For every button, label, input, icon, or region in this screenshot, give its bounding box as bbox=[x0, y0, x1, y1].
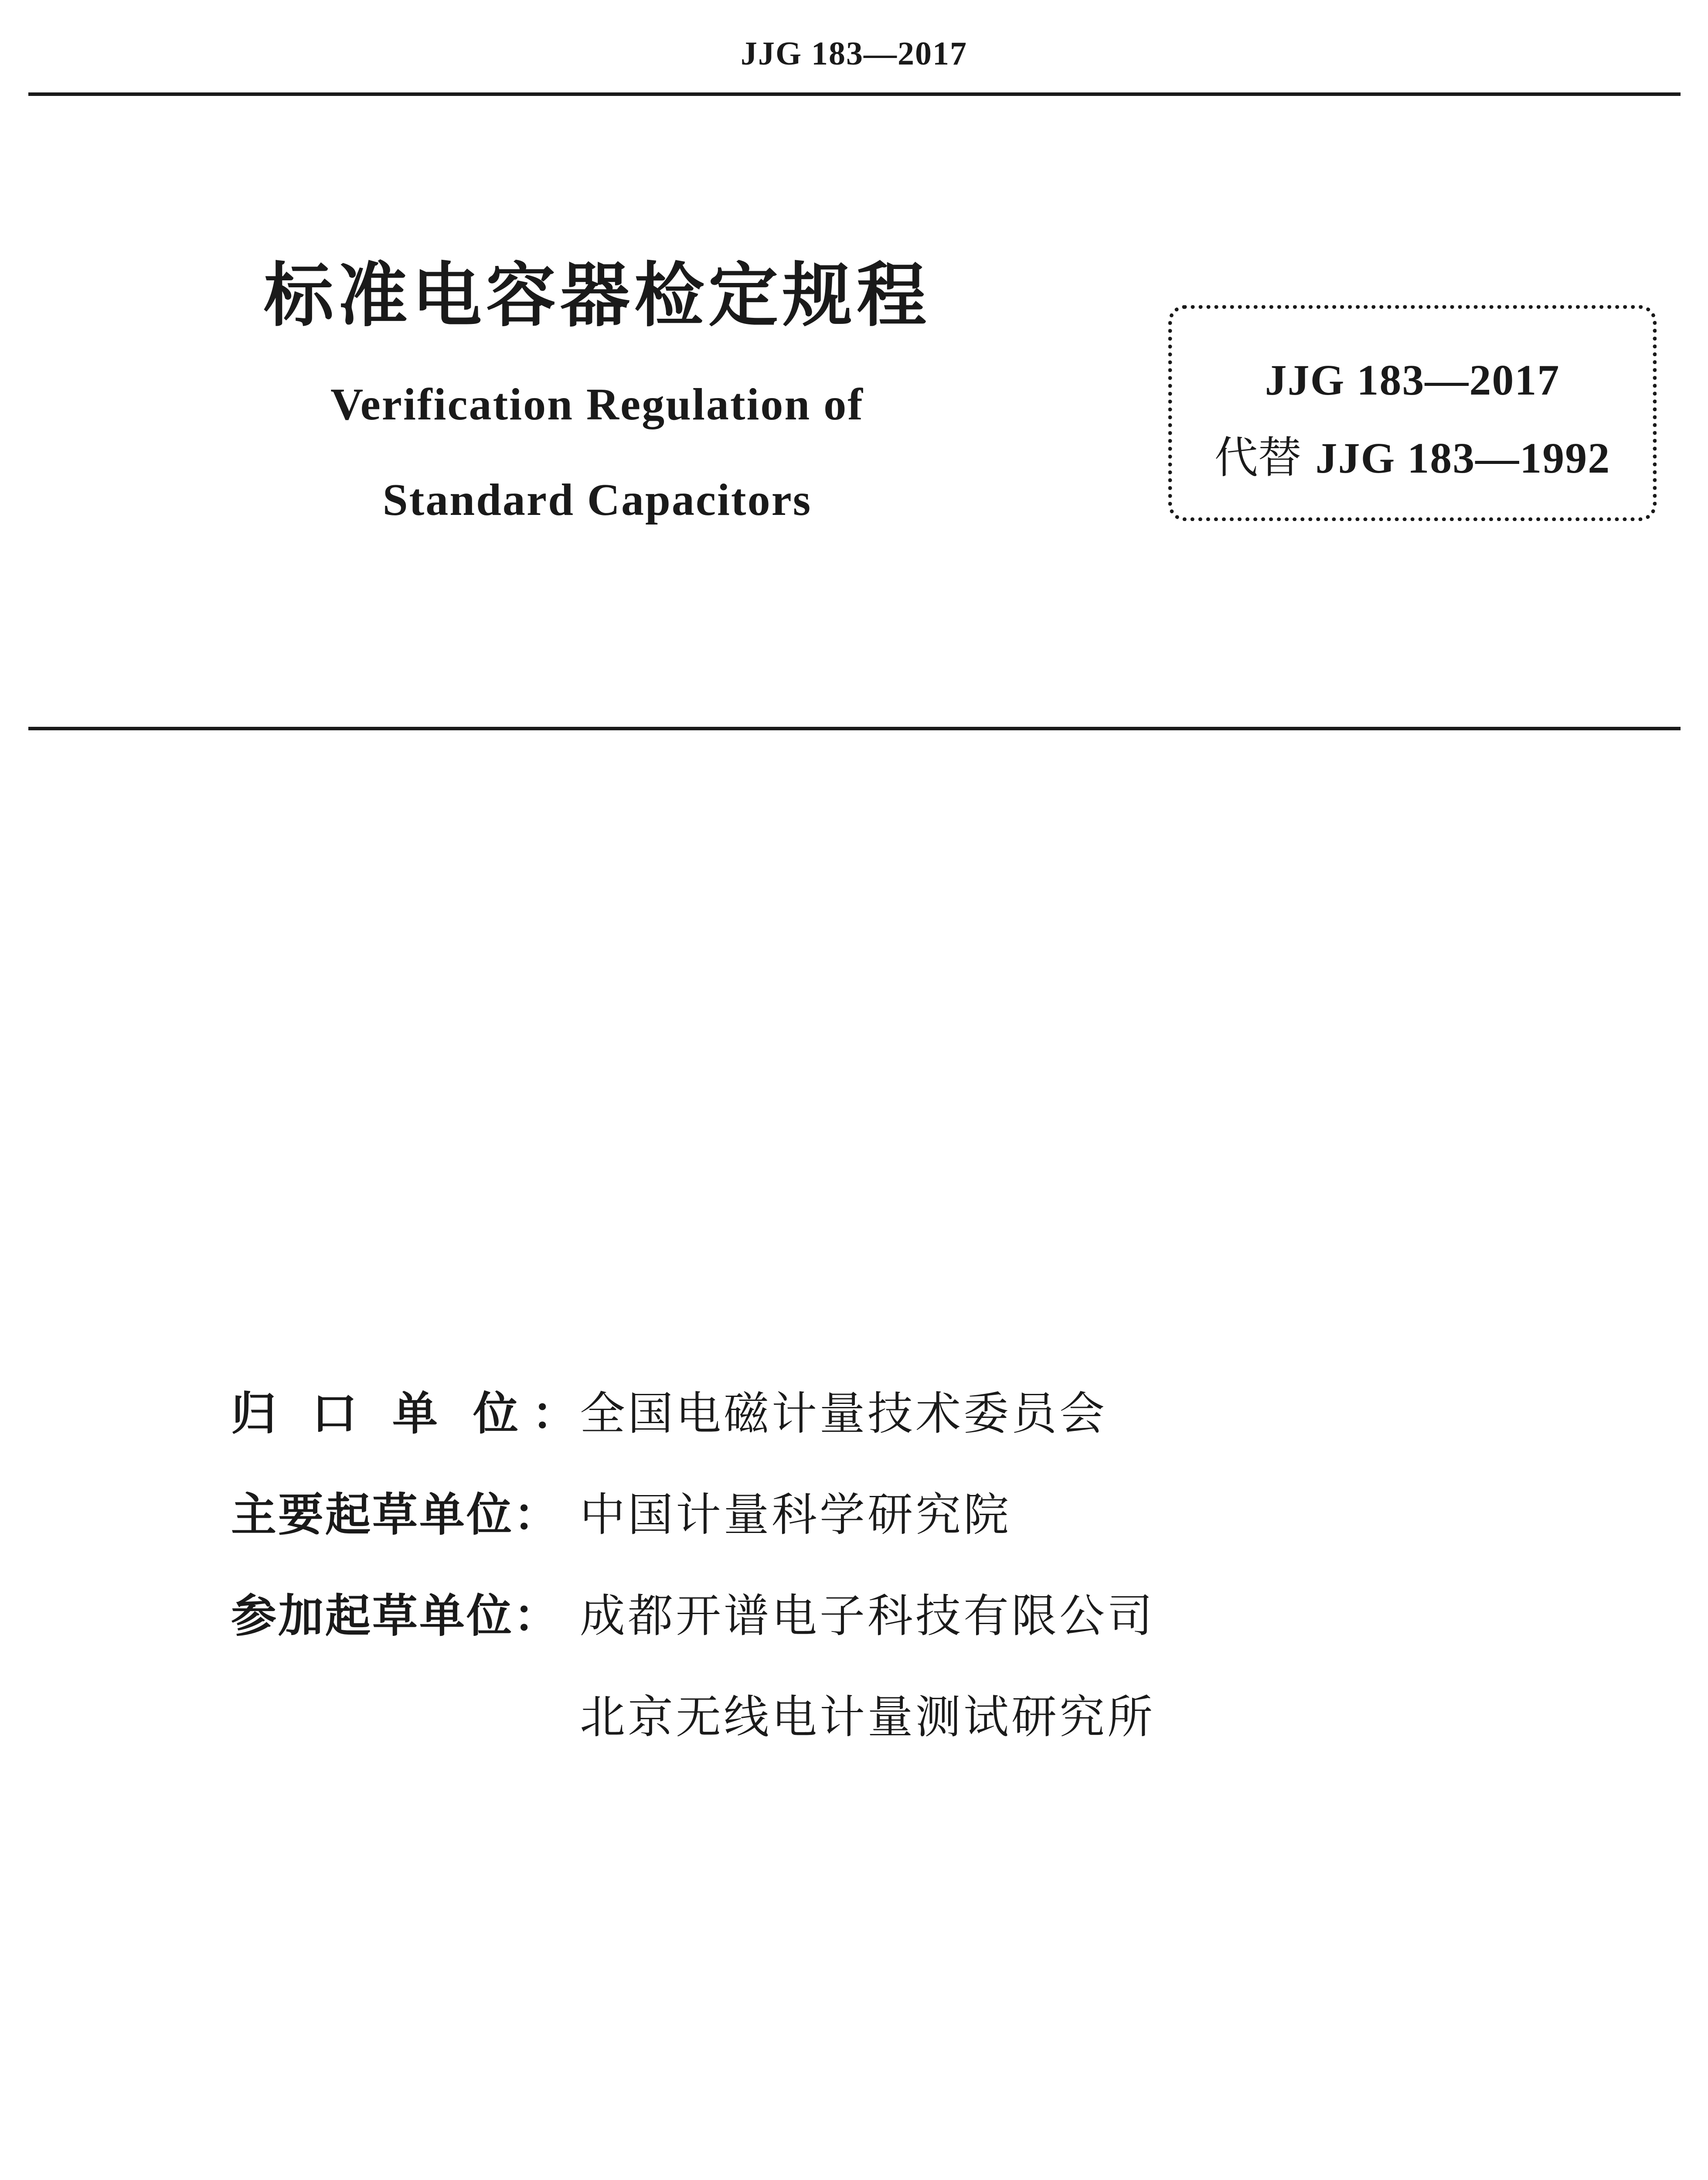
middle-rule bbox=[28, 727, 1681, 730]
credit-row-responsible-unit bbox=[231, 1386, 1539, 1488]
label-colon: ： bbox=[514, 1589, 561, 1642]
top-rule bbox=[28, 92, 1681, 96]
replaces-line bbox=[1172, 422, 1653, 485]
label-char: 单 bbox=[392, 1387, 438, 1440]
title-block bbox=[183, 257, 1011, 525]
replaces-prefix: 代替 bbox=[1214, 432, 1302, 483]
credit-label bbox=[231, 1386, 580, 1441]
standard-code: JJG 183—2017 bbox=[1265, 356, 1560, 404]
label-colon: ： bbox=[514, 1488, 561, 1541]
label-text: 主要起草单位 bbox=[231, 1488, 514, 1541]
credit-value: 北京无线电计量测试研究所 bbox=[580, 1690, 1156, 1744]
running-header bbox=[0, 35, 1708, 73]
label-char: 位 bbox=[473, 1387, 519, 1440]
title-english-line1: Verification Regulation of bbox=[330, 379, 864, 429]
credit-row-participating-unit bbox=[231, 1589, 1539, 1690]
credit-row-participating-unit-2 bbox=[231, 1690, 1539, 1791]
replaced-code: JJG 183—1992 bbox=[1315, 434, 1611, 482]
credit-value: 全国电磁计量技术委员会 bbox=[580, 1387, 1108, 1440]
title-english-line2: Standard Capacitors bbox=[382, 475, 812, 525]
credit-value: 成都开谱电子科技有限公司 bbox=[580, 1589, 1156, 1642]
title-chinese: 标准电容器检定规程 bbox=[263, 255, 931, 336]
credit-label bbox=[231, 1488, 580, 1542]
credit-row-main-drafting-unit bbox=[231, 1488, 1539, 1589]
standard-code-box bbox=[1168, 305, 1657, 521]
label-text: 参加起草单位 bbox=[231, 1589, 514, 1642]
credits-block bbox=[231, 1386, 1539, 1791]
credit-label bbox=[231, 1589, 580, 1643]
label-char: 口 bbox=[312, 1387, 357, 1440]
credit-value: 中国计量科学研究院 bbox=[580, 1488, 1012, 1541]
running-header-code: JJG 183—2017 bbox=[740, 35, 968, 72]
label-char: 归 bbox=[231, 1387, 277, 1440]
label-colon: ： bbox=[532, 1387, 578, 1440]
